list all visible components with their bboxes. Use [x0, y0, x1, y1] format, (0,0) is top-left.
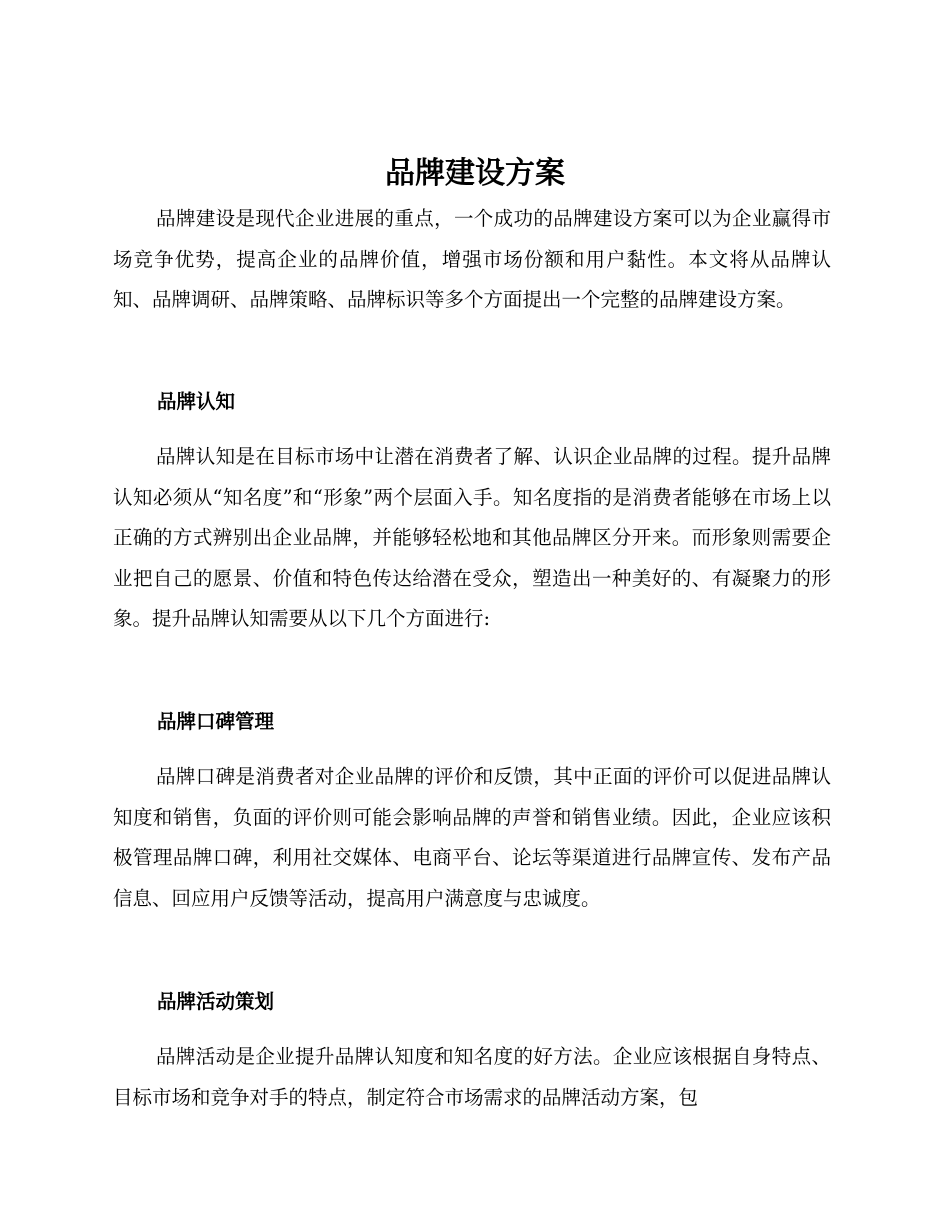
section-paragraph-brand-cognition: 品牌认知是在目标市场中让潜在消费者了解、认识企业品牌的过程。提升品牌认知必须从“知名度”和“形象”两个层面入手。知名度指的是消费者能够在市场上以正确的方式辨别出企业品牌，并能够轻松地和其他品牌区分开来。而形象则需要企业把自己的愿景、价值和特色传达给潜在受众，塑造出一种美好的、有凝聚力的形象。提升品牌认知需要从以下几个方面进行: — [113, 445, 831, 630]
section-heading-activity-planning: 品牌活动策划 — [157, 990, 275, 1013]
intro-paragraph: 品牌建设是现代企业进展的重点，一个成功的品牌建设方案可以为企业赢得市场竞争优势，提高企业的品牌价值，增强市场份额和用户黏性。本文将从品牌认知、品牌调研、品牌策略、品牌标识等多个方面提出一个完整的品牌建设方案。 — [113, 207, 831, 311]
section-paragraph-reputation-management: 品牌口碑是消费者对企业品牌的评价和反馈，其中正面的评价可以促进品牌认知度和销售，负面的评价则可能会影响品牌的声誉和销售业绩。因此，企业应该积极管理品牌口碑，利用社交媒体、电商平台、论坛等渠道进行品牌宣传、发布产品信息、回应用户反馈等活动，提高用户满意度与忠诚度。 — [113, 765, 831, 910]
section-heading-reputation-management: 品牌口碑管理 — [157, 710, 275, 733]
section-paragraph-activity-planning: 品牌活动是企业提升品牌认知度和知名度的好方法。企业应该根据自身特点、目标市场和竞争对手的特点，制定符合市场需求的品牌活动方案，包 — [113, 1045, 831, 1109]
section-heading-brand-cognition: 品牌认知 — [157, 390, 236, 413]
document-title: 品牌建设方案 — [385, 156, 565, 191]
